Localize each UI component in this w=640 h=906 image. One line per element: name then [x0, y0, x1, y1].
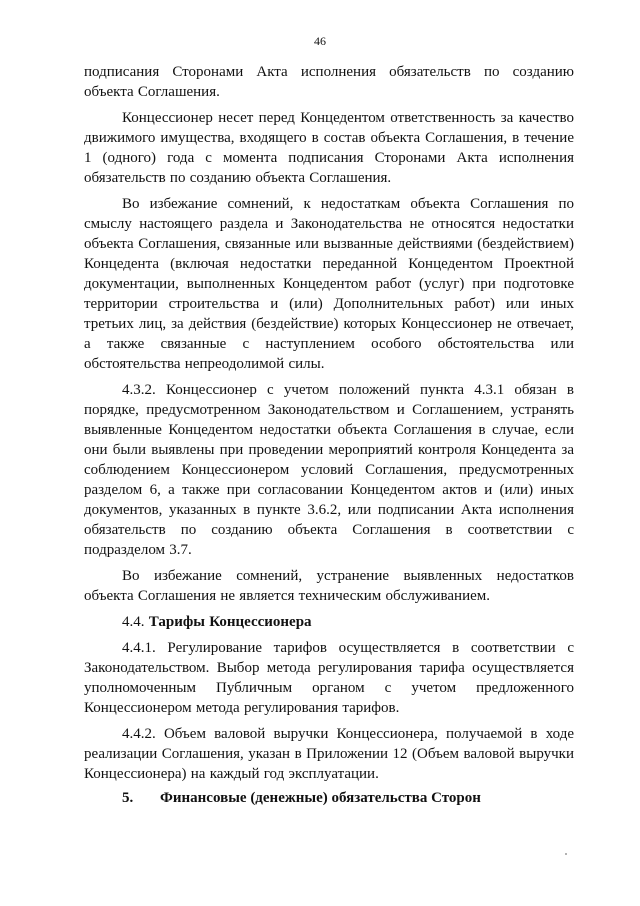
section-number: 5.	[122, 790, 134, 806]
subsection-heading-4-4	[84, 612, 574, 632]
subsection-title: Тарифы Концессионера	[148, 614, 312, 630]
paragraph-liability: Концессионер несет перед Концедентом ответственность за качество движимого имущества, входящего в состав объекта Соглашения, в течение 1 (одного) года с момента подписания Сторонами Акта исполнения обязательств по созданию объекта Соглашения.	[84, 110, 574, 186]
paragraph-4-3-2: 4.3.2. Концессионер с учетом положений пункта 4.3.1 обязан в порядке, предусмотренном Законодательством и Соглашением, устранять выявленные Концедентом недостатки объекта Соглашения в случае, если они были выявлены при проведении мероприятий контроля Концедента за соблюдением Концессионером условий Соглашения, предусмотренных разделом 6, а также при согласовании Концедентом актов и (или) иных документов, указанных в пункте 3.6.2, или подписании Акта исполнения обязательств по созданию объекта Соглашения в соответствии с подразделом 3.7.	[84, 382, 574, 558]
paragraph-continuation: подписания Сторонами Акта исполнения обязательств по созданию объекта Соглашения.	[84, 64, 574, 100]
paragraph-4-4-2: 4.4.2. Объем валовой выручки Концессионера, получаемой в ходе реализации Соглашения, указан в Приложении 12 (Объем валовой выручки Концессионера) на каждый год эксплуатации.	[84, 726, 574, 782]
document-body	[84, 62, 574, 808]
subsection-number: 4.4.	[122, 614, 145, 630]
page-number: 46	[314, 34, 326, 48]
section-title: Финансовые (денежные) обязательства Сторон	[160, 790, 481, 806]
paragraph-maintenance-note: Во избежание сомнений, устранение выявленных недостатков объекта Соглашения не является техническим обслуживанием.	[84, 568, 574, 604]
paragraph-4-4-1: 4.4.1. Регулирование тарифов осуществляется в соответствии с Законодательством. Выбор метода регулирования тарифа осуществляется уполномоченным Публичным органом с учетом предложенного Концессионером метода регулирования тарифов.	[84, 640, 574, 716]
scan-artifact-dot	[565, 853, 567, 855]
section-heading-5	[84, 788, 574, 808]
paragraph-defects-exclusion: Во избежание сомнений, к недостаткам объекта Соглашения по смыслу настоящего раздела и Законодательства не относятся недостатки объекта Соглашения, связанные или вызванные действиями (бездействием) Концедента (включая недостатки переданной Концедентом Проектной документации, выполненных Концедентом работ (услуг) при подготовке территории строительства и (или) Дополнительных работ) или иных третьих лиц, за действия (бездействие) которых Концессионер не отвечает, а также связанные с наступлением особого обстоятельства или обстоятельства непреодолимой силы.	[84, 196, 574, 372]
